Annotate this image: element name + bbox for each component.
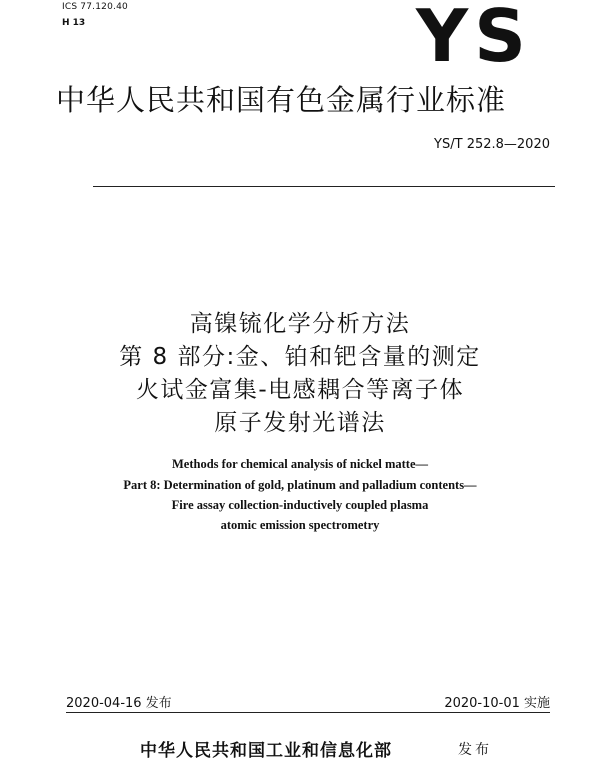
classification-code: H 13: [62, 18, 86, 28]
ys-logo: YS: [416, 0, 532, 78]
ics-code: ICS 77.120.40: [62, 2, 128, 12]
title-cn-line-4: 原子发射光谱法: [214, 410, 386, 436]
publish-action: 发布: [458, 743, 492, 758]
title-en-line-1: Methods for chemical analysis of nickel matte—: [172, 457, 428, 471]
title-cn-line-1: 高镍锍化学分析方法: [189, 311, 411, 337]
organization-title: 中华人民共和国有色金属行业标准: [56, 83, 507, 117]
title-en-line-2: Part 8: Determination of gold, platinum and palladium contents—: [123, 478, 477, 492]
title-en-line-3: Fire assay collection-inductively coupled plasma: [171, 498, 429, 512]
header-divider: [93, 186, 555, 187]
issue-date: 2020-04-16 发布: [66, 696, 172, 711]
footer-divider: [66, 712, 550, 713]
title-cn-line-2: 第 8 部分:金、铂和钯含量的测定: [119, 344, 481, 370]
implementation-date: 2020-10-01 实施: [444, 696, 550, 711]
title-en-line-4: atomic emission spectrometry: [220, 518, 380, 532]
standard-number: YS/T 252.8—2020: [434, 137, 550, 152]
publisher: 中华人民共和国工业和信息化部: [140, 741, 392, 760]
title-cn-line-3: 火试金富集-电感耦合等离子体: [135, 377, 465, 403]
